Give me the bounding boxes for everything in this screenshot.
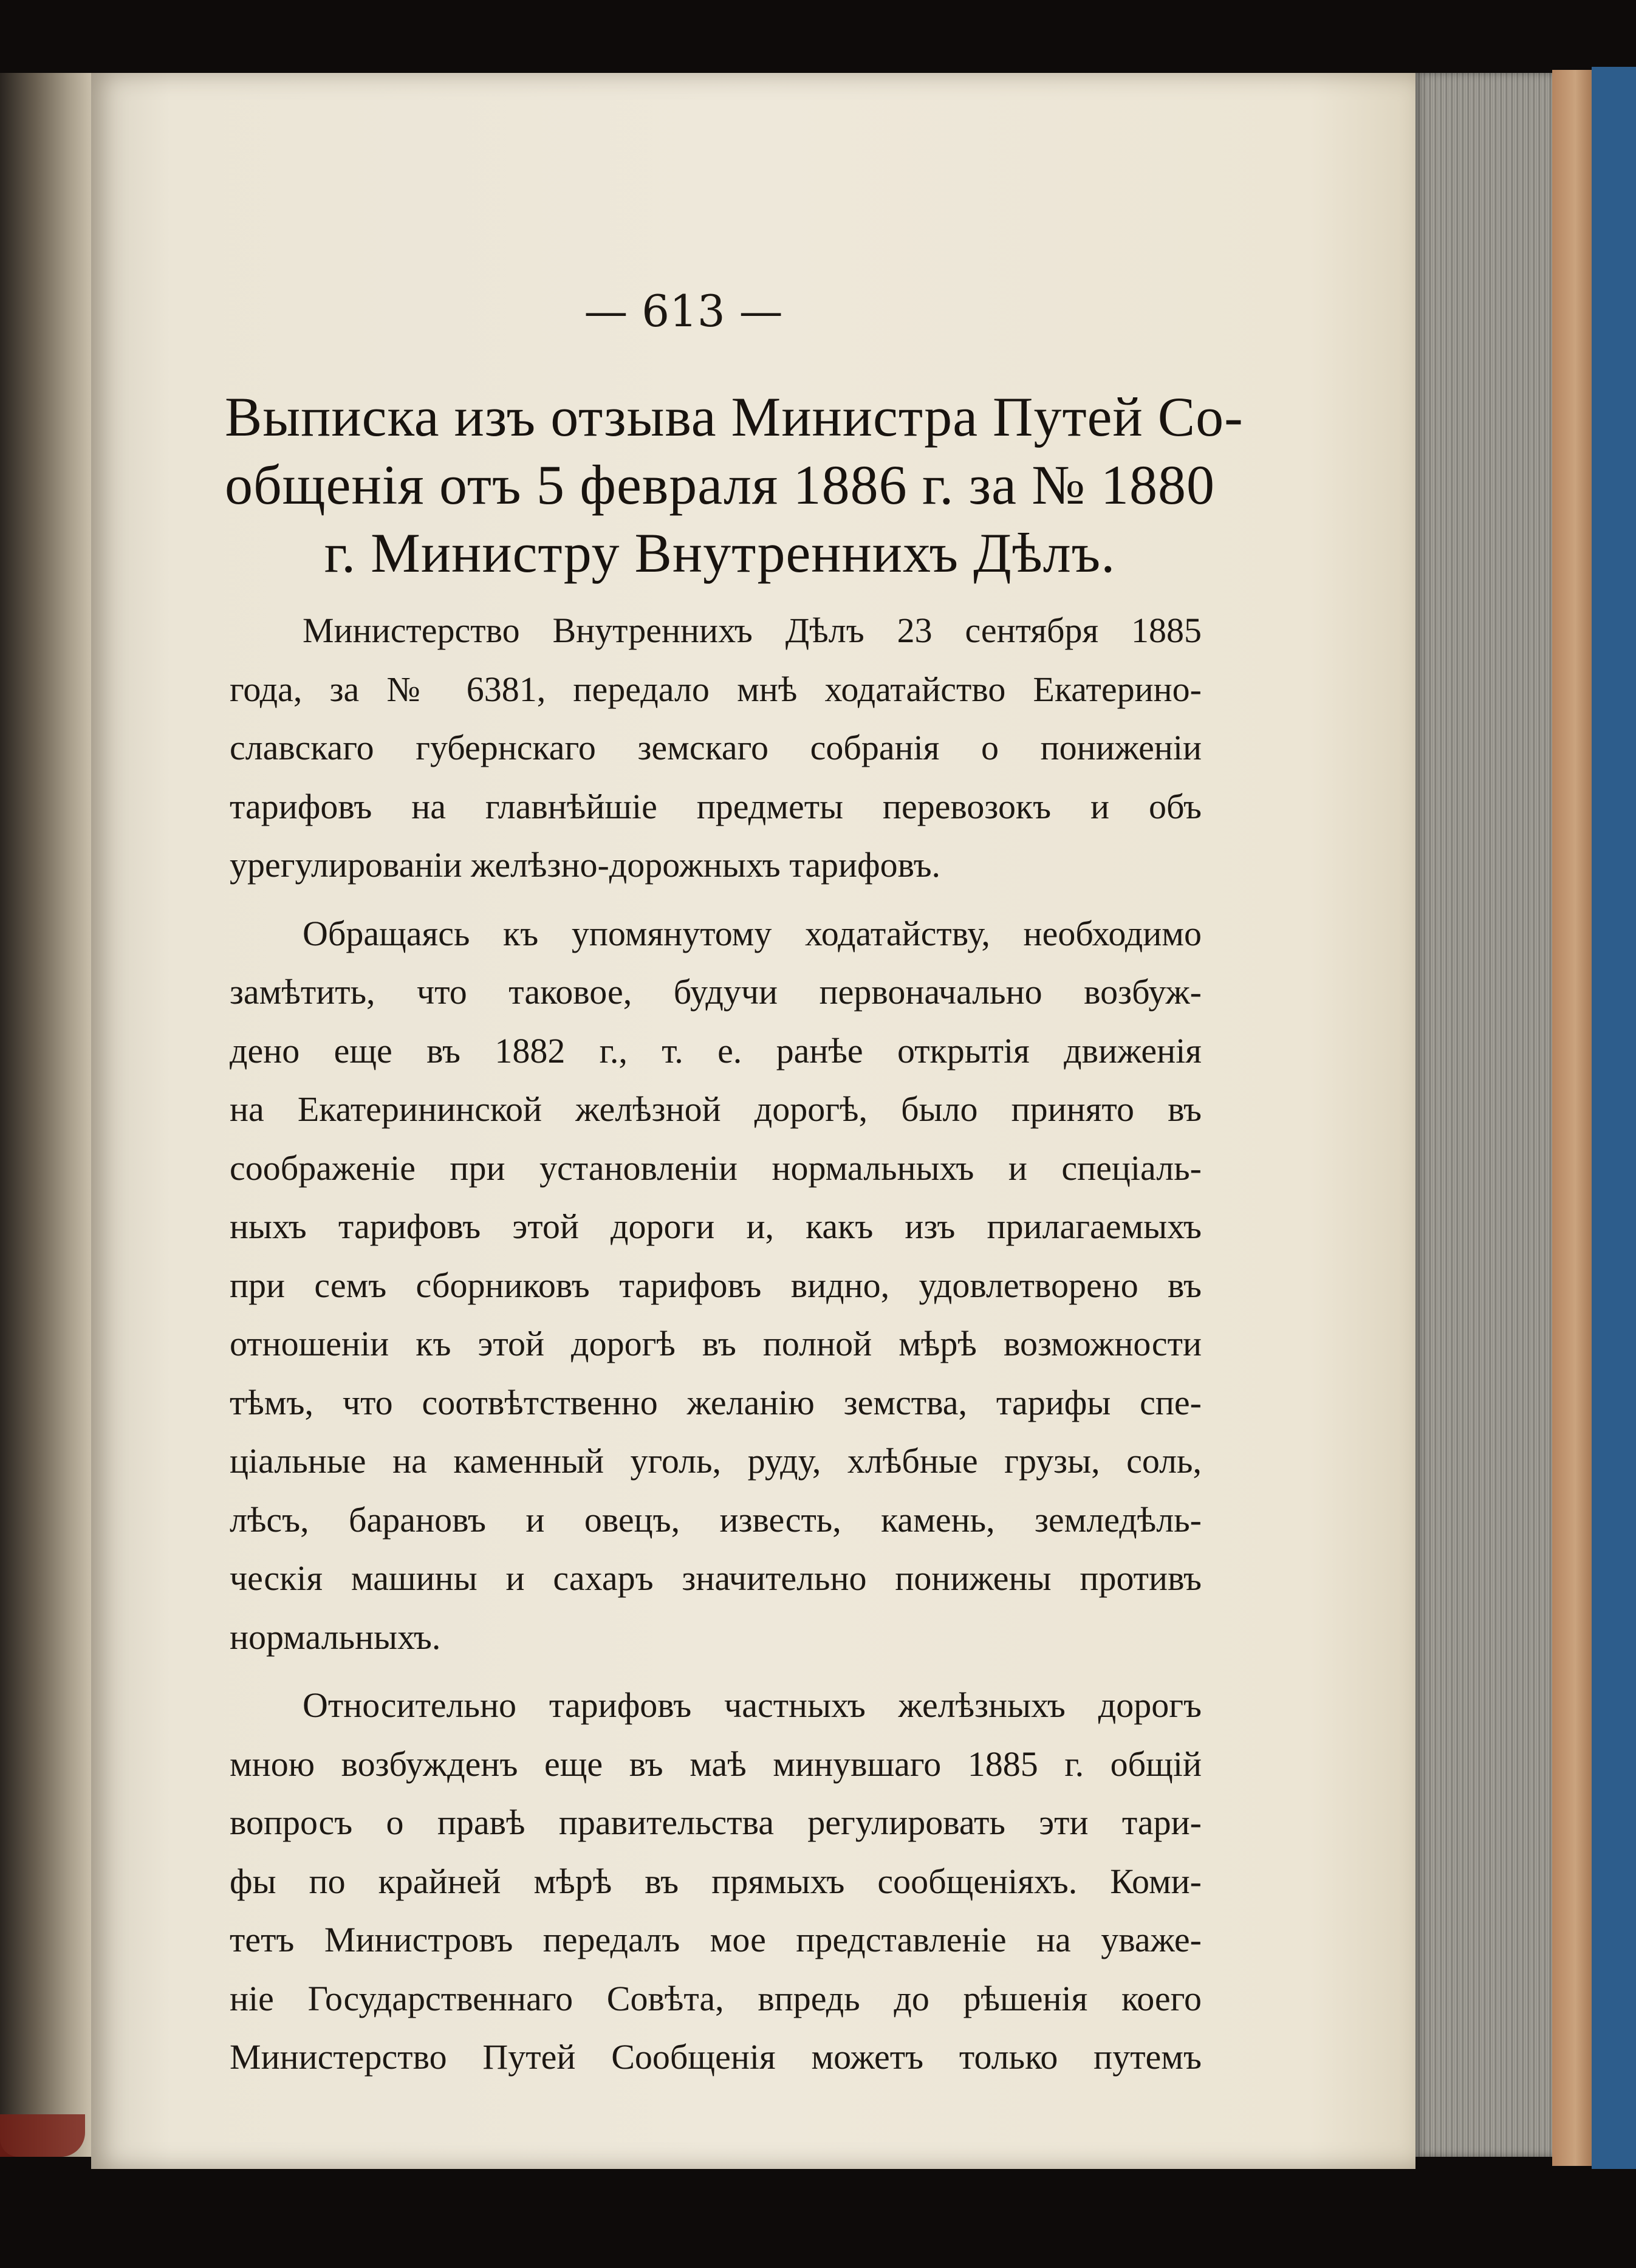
text-line: славскаго губернскаго земскаго собранія о пониженіи bbox=[230, 728, 1202, 767]
text-line: мною возбужденъ еще въ маѣ минувшаго 1885 г. общій bbox=[230, 1744, 1202, 1784]
book-cover bbox=[1592, 67, 1636, 2169]
text-line: тетъ Министровъ передалъ мое представленіе на уваже- bbox=[230, 1920, 1202, 1959]
text-line: Относительно тарифовъ частныхъ желѣзныхъ дорогъ bbox=[303, 1685, 1202, 1725]
text-line: Обращаясь къ упомянутому ходатайству, необходимо bbox=[303, 913, 1202, 953]
document-title bbox=[225, 383, 1244, 587]
text-line: соображеніе при установленіи нормальныхъ и спеціаль- bbox=[230, 1148, 1202, 1188]
text-line: года, за № 6381, передало мнѣ ходатайство Екатерино- bbox=[230, 669, 1202, 709]
page-number: — 613 — bbox=[584, 286, 783, 337]
paragraph bbox=[230, 1676, 1202, 2087]
text-line: Министерство Внутреннихъ Дѣлъ 23 сентября 1885 bbox=[303, 611, 1202, 650]
text-line: замѣтить, что таковое, будучи первоначально возбуж- bbox=[230, 972, 1202, 1012]
title-line: общенія отъ 5 февраля 1886 г. за № 1880 bbox=[225, 454, 1215, 516]
text-line: ніе Государственнаго Совѣта, впредь до рѣшенія коего bbox=[230, 1978, 1202, 2018]
text-line: при семъ сборниковъ тарифовъ видно, удовлетворено въ bbox=[230, 1265, 1202, 1305]
text-line: на Екатерининской желѣзной дорогѣ, было принято въ bbox=[230, 1089, 1202, 1129]
text-line: ціальные на каменный уголь, руду, хлѣбные грузы, соль, bbox=[230, 1441, 1202, 1481]
page-block-edge bbox=[1415, 73, 1552, 2157]
title-line: г. Министру Внутреннихъ Дѣлъ. bbox=[324, 522, 1116, 584]
text-line: тарифовъ на главнѣйшіе предметы перевозокъ и объ bbox=[230, 786, 1202, 826]
text-line: ныхъ тарифовъ этой дороги и, какъ изъ прилагаемыхъ bbox=[230, 1207, 1202, 1246]
document-body bbox=[230, 601, 1202, 2097]
previous-page-edge bbox=[0, 73, 91, 2157]
text-line: Министерство Путей Сообщенія можетъ только путемъ bbox=[230, 2037, 1202, 2077]
paragraph bbox=[230, 601, 1202, 895]
text-line: урегулированіи желѣзно-дорожныхъ тарифовъ. bbox=[230, 845, 941, 885]
text-line: вопросъ о правѣ правительства регулировать эти тари- bbox=[230, 1803, 1202, 1842]
title-line: Выписка изъ отзыва Министра Путей Со- bbox=[225, 386, 1244, 448]
text-line: тѣмъ, что соотвѣтственно желанію земства, тарифы спе- bbox=[230, 1382, 1202, 1422]
text-line: отношеніи къ этой дорогѣ въ полной мѣрѣ возможности bbox=[230, 1324, 1202, 1363]
text-line: ческія машины и сахаръ значительно понижены противъ bbox=[230, 1558, 1202, 1598]
text-line: нормальныхъ. bbox=[230, 1617, 441, 1657]
text-line: лѣсъ, барановъ и овецъ, известь, камень, земледѣль- bbox=[230, 1499, 1202, 1540]
paragraph bbox=[230, 905, 1202, 1667]
text-line: дено еще въ 1882 г., т. е. ранѣе открытія движенія bbox=[230, 1030, 1202, 1071]
binding-edge bbox=[0, 2114, 85, 2157]
text-line: фы по крайней мѣрѣ въ прямыхъ сообщеніяхъ. Коми- bbox=[230, 1861, 1202, 1901]
